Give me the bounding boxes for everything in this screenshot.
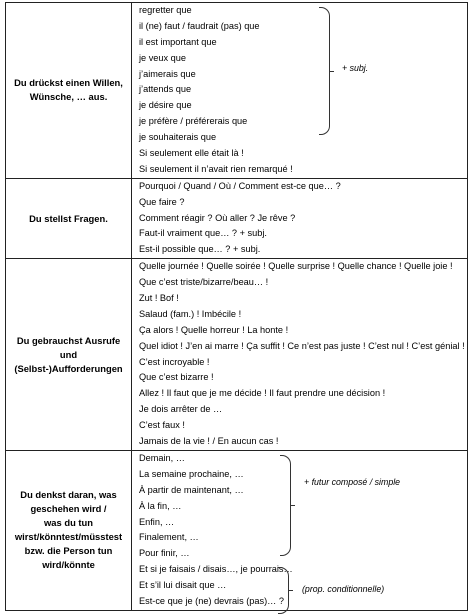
phrases-cell (132, 259, 468, 451)
phrase-line: C’est incroyable ! (139, 356, 210, 367)
phrase-line: À la fin, … (139, 500, 182, 511)
category-label: (Selbst-)Aufforderungen (14, 362, 123, 374)
subjonctif-note: + subj. (342, 63, 369, 73)
phrase-line: Salaud (fam.) ! Imbécile ! (139, 308, 242, 319)
phrase-line: Demain, … (139, 452, 185, 463)
category-cell (6, 3, 132, 179)
phrase-line: C’est faux ! (139, 420, 185, 431)
phrase-line: Allez ! Il faut que je me décide ! Il faut prendre une décision ! (139, 388, 386, 399)
phrase-line: Que c’est triste/bizarre/beau… ! (139, 277, 269, 288)
curly-brace (278, 567, 289, 614)
phrase-table (5, 2, 468, 611)
phrase-line: j’attends que (139, 84, 192, 95)
phrase-line: Si seulement elle était là ! (139, 148, 244, 159)
futur-note: + futur composé / simple (304, 476, 401, 487)
phrase-line: regretter que (139, 5, 192, 15)
phrase-line: Est-il possible que… ? + subj. (139, 244, 261, 255)
table-row (6, 259, 468, 451)
phrase-line: je souhaiterais que (139, 132, 217, 143)
category-label: Du stellst Fragen. (29, 212, 108, 224)
category-label: bzw. die Person tun (24, 545, 113, 557)
category-label: Du drückst einen Willen, (14, 77, 123, 89)
phrase-line: Enfin, … (139, 516, 175, 527)
phrase-line: Jamais de la vie ! / En aucun cas ! (139, 436, 279, 447)
conditionnel-note: (prop. conditionnelle) (302, 583, 385, 594)
category-label: Du gebrauchst Ausrufe und (16, 334, 121, 360)
phrase-line: je préfère / préférerais que (139, 116, 248, 127)
table-row (6, 178, 468, 258)
phrase-line: À partir de maintenant, … (139, 484, 244, 495)
phrase-line: Quel idiot ! J’en ai marre ! Ça suffit ! Ce n’est pas juste ! C’est nul ! C’est génial ! (139, 340, 465, 351)
phrase-line: j’aimerais que (139, 68, 196, 79)
phrase-line: Faut-il vraiment que… ? + subj. (139, 228, 267, 239)
phrase-line: Finalement, … (139, 532, 199, 543)
phrase-line: Comment réagir ? Où aller ? Je rêve ? (139, 212, 296, 223)
phrase-line: Pour finir, … (139, 548, 190, 559)
category-label: wird/könnte (42, 559, 95, 571)
phrases-cell (132, 3, 468, 179)
phrase-line: Si seulement il n’avait rien remarqué ! (139, 163, 293, 174)
phrase-line: je désire que (139, 100, 192, 111)
phrase-line: Que faire ? (139, 196, 185, 207)
phrase-line: Et s’il lui disait que … (139, 580, 227, 591)
curly-brace (319, 7, 330, 135)
phrase-line: Quelle journée ! Quelle soirée ! Quelle surprise ! Quelle chance ! Quelle joie ! (139, 261, 453, 272)
category-label: Du denkst daran, was (20, 489, 117, 501)
phrase-line: Zut ! Bof ! (139, 293, 179, 304)
phrase-line: il est important que (139, 36, 217, 47)
curly-brace (280, 455, 291, 556)
phrase-line: Est-ce que je (ne) devrais (pas)… ? (139, 595, 285, 606)
category-label: geschehen wird / (30, 503, 107, 515)
table-row (6, 3, 468, 179)
category-cell (6, 178, 132, 258)
category-label: Wünsche, … aus. (29, 91, 108, 103)
phrases-cell (132, 450, 468, 610)
phrase-line: il (ne) faut / faudrait (pas) que (139, 20, 260, 31)
category-label: was du tun (44, 517, 93, 529)
category-cell (6, 259, 132, 451)
category-cell (6, 450, 132, 610)
phrase-line: Pourquoi / Quand / Où / Comment est-ce que… ? (139, 180, 341, 191)
category-label: wirst/könntest/müsstest (14, 531, 123, 543)
phrase-line: je veux que (139, 52, 186, 63)
table-row (6, 450, 468, 610)
phrase-line: Et si je faisais / disais…, je pourrais… (139, 564, 293, 575)
phrases-cell (132, 178, 468, 258)
phrase-line: Ça alors ! Quelle horreur ! La honte ! (139, 324, 289, 335)
phrase-line: Que c’est bizarre ! (139, 372, 214, 383)
phrase-line: La semaine prochaine, … (139, 468, 244, 479)
phrase-line: Je dois arrêter de … (139, 404, 223, 415)
